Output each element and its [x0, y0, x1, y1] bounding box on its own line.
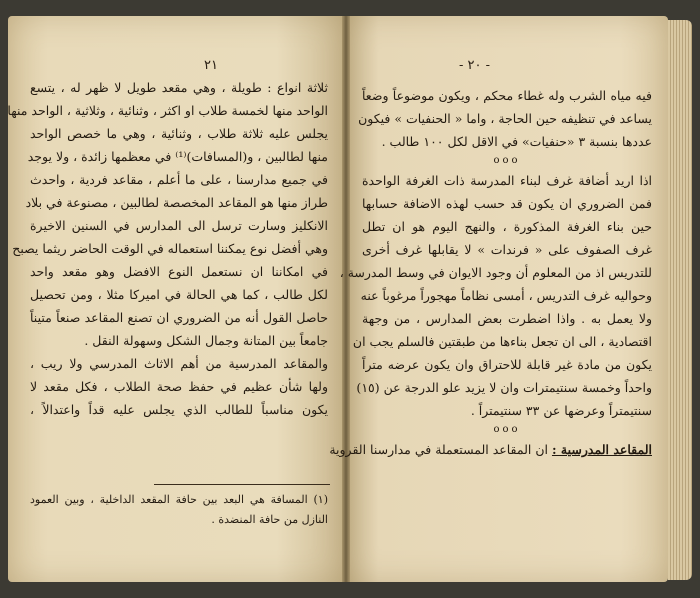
right-line-7: غرف الصفوف على « فرندات » لا يقابلها غرف أخرى: [362, 242, 652, 257]
left-footnote: [30, 490, 328, 530]
left-line-12: جامعاً بين المتانة وجمال الشكل وسهولة النقل .: [84, 333, 328, 348]
right-final-line: [329, 438, 652, 461]
right-line-13: واحداً وخمسة سنتيمترات وان لا يزيد علو الدرجة عن (١٥): [356, 380, 652, 395]
book-gutter: [342, 16, 350, 582]
open-book: [4, 6, 694, 592]
right-line-1: فيه مياه الشرب وله غطاء محكم ، ويكون موضوعاً وضعاً: [362, 88, 652, 103]
left-page-body: [7, 76, 328, 421]
left-line-3: يجلس عليه ثلاثة طلاب ، وثنائية ، وهي ما خصص الواحد: [30, 126, 328, 141]
left-line-1: ثلاثة انواع : طويلة ، وهي مقعد طويل لا ظهر له ، يتسع: [30, 80, 328, 95]
right-line-8: للتدريس اذ من المعلوم أن وجود الايوان في وسط المدرسة ،: [339, 265, 652, 280]
page-edges: [668, 20, 692, 580]
left-line-11: حاصل القول أنه من الضروري ان تصنع المقاعد صنعاً متيناً: [30, 310, 328, 325]
left-line-10: لكل طالب ، كما هي الحالة في اميركا مثلا ، ومن تحصيل: [30, 287, 328, 302]
section-heading-school-seats: المقاعد المدرسية :: [551, 442, 652, 457]
section-separator-2: ooo: [493, 424, 521, 435]
left-line-9: في امكاننا ان نستعمل النوع الافضل وهو مقعد واحد: [30, 264, 328, 279]
right-line-9: وحواليه غرف التدريس ، أمسى نظاماً مهجوراً مرغوباً عنه: [360, 288, 652, 303]
left-line-4: منها لطالبين ، و(المسافات)⁽¹⁾ في معظمها زائدة ، ولا يوجد: [27, 149, 328, 164]
section-separator-1: ooo: [493, 155, 521, 166]
right-line-6: حين بناء الغرفة المذكورة ، والنهج اليوم هو ان تطل: [362, 219, 652, 234]
left-line-5: في جميع مدارسنا ، على ما أعلم ، مقاعد فردية ، واحدث: [30, 172, 328, 187]
left-line-8: وهي أفضل نوع يمكننا استعماله في الوقت الحاضر ريثما يصبح: [12, 241, 328, 256]
left-line-2: الواحد منها لخمسة طلاب او اكثر ، وثنائية ، وثلاثية ، الواحد منها: [7, 103, 328, 118]
left-line-14: ولها شأن عظيم في حفظ صحة الطلاب ، فكل مقعد لا: [30, 379, 328, 394]
right-line-11: اقتصادية ، الى ان تجعل بناءها من طبقتين فالسلم يجب ان: [352, 334, 652, 349]
right-line-5: فمن الضروري ان يكون قد حسب لهذه الاضافة حسابها: [362, 196, 652, 211]
right-line-10: ولا يعمل به . واذا اضطرت بعض المدارس ، من وجهة: [362, 311, 652, 326]
right-page-body: [329, 84, 652, 461]
footnote-rule: [154, 484, 330, 485]
right-line-4: اذا اريد أضافة غرف لبناء المدرسة ذات الغرفة الواحدة: [362, 173, 652, 188]
right-line-14: سنتيمتراً وعرضها عن ٣٣ سنتيمتراً .: [470, 403, 652, 418]
left-line-6: طراز منها هو المقاعد المخصصة لطالبين ، مصنوعة في بلاد: [25, 195, 328, 210]
right-line-2: يساعد في تنظيفه حين الحاجة ، واما « الحنفيات » فيكون: [358, 111, 652, 126]
right-final-line-text: ان المقاعد المستعملة في مدارسنا القروية: [329, 442, 548, 457]
left-line-13: والمقاعد المدرسية من أهم الاثاث المدرسي ولا ريب ،: [30, 356, 328, 371]
right-page-number: - ٢٠ -: [459, 58, 491, 73]
footnote-line-2: النازل من حافة المنضدة .: [211, 513, 328, 526]
right-line-12: يكون من مادة غير قابلة للاحتراق وان يكون عرضه متراً: [362, 357, 652, 372]
left-line-15: يكون مناسباً للطالب الذي يجلس عليه قداً واعتدالاً ،: [30, 402, 328, 417]
left-line-7: الانكليز وسارت ترسل الى المدارس في السنين الاخيرة: [30, 218, 328, 233]
left-page-number: ٢١: [204, 58, 218, 73]
footnote-line-1: (١) المسافة هي البعد بين حافة المقعد الداخلية ، وبين العمود: [30, 493, 328, 506]
right-line-3: عددها بنسبة ٣ «حنفيات» في الاقل لكل ١٠٠ طالب .: [381, 134, 652, 149]
